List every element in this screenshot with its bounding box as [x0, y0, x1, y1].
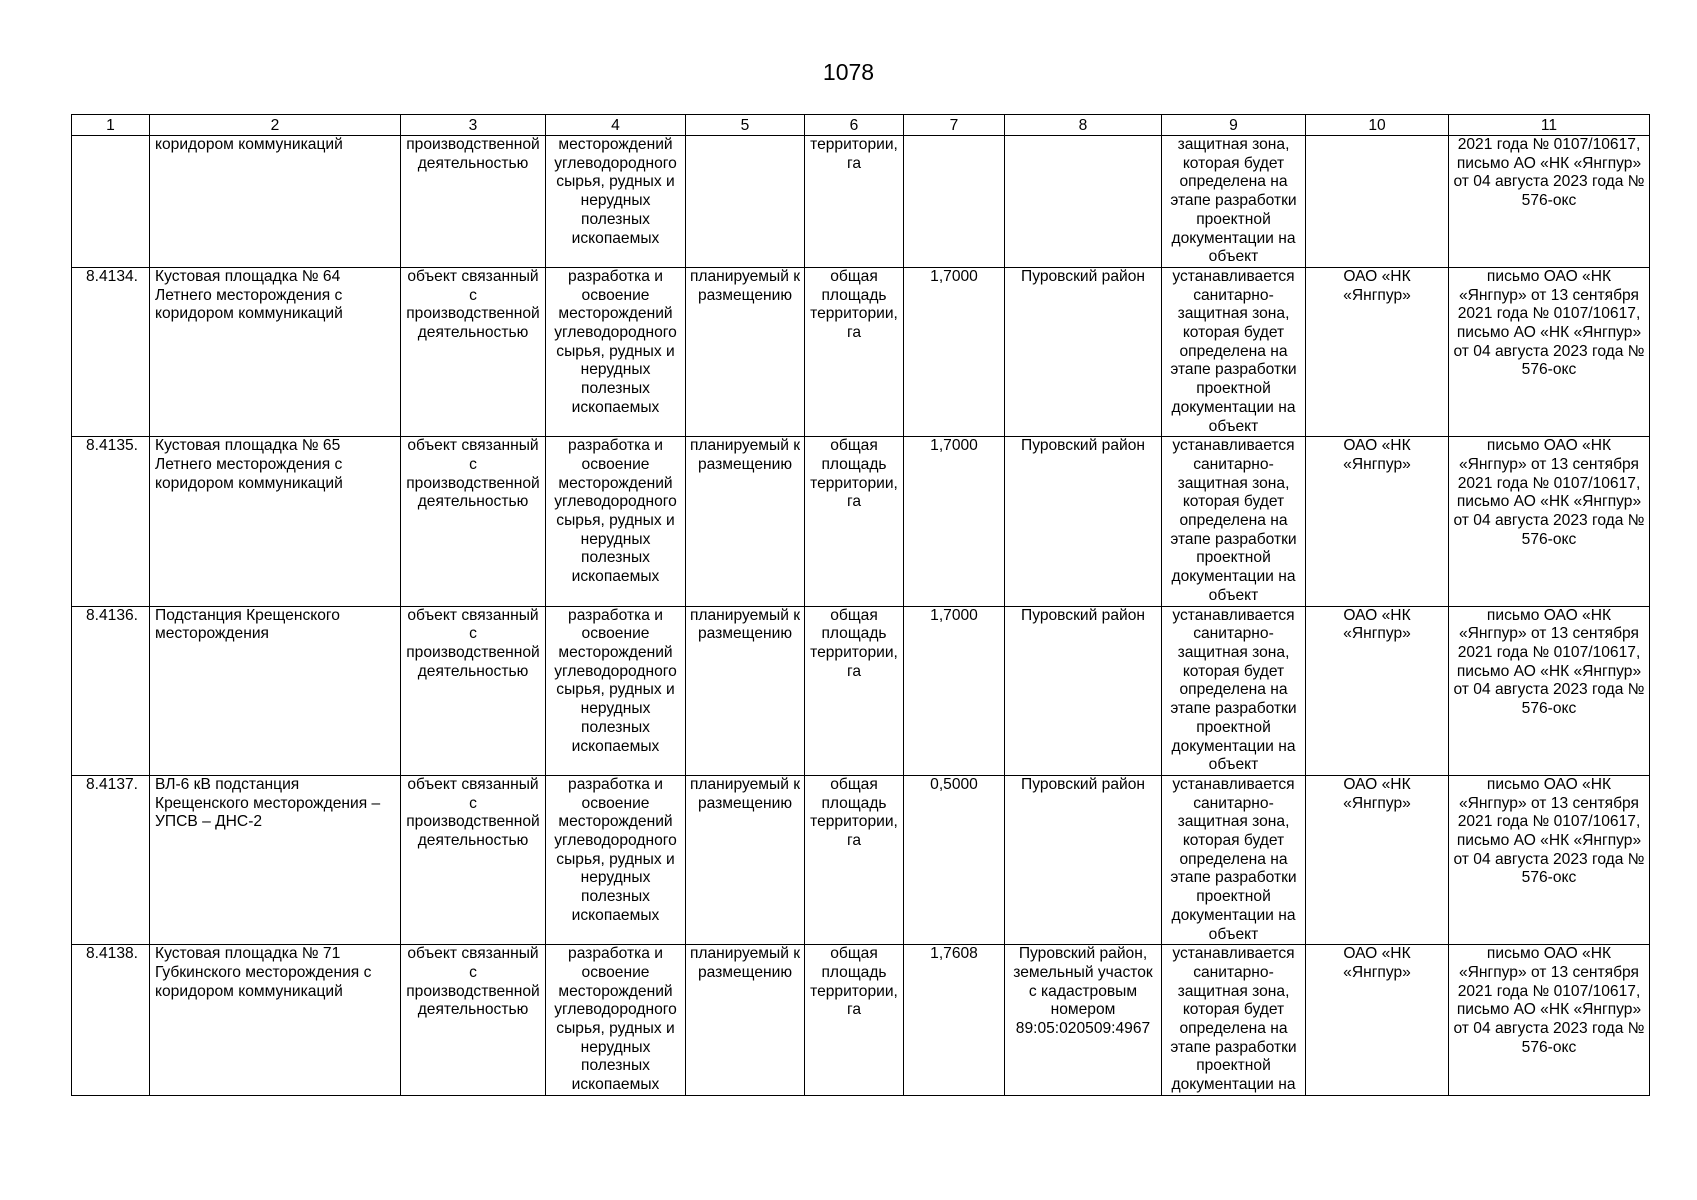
column-header: 2	[150, 115, 401, 136]
table-row	[72, 437, 1650, 606]
owner-cell: ОАО «НК «Янгпур»	[1306, 775, 1449, 944]
zone-cell: устанавливается санитарно-защитная зона, которая будет определена на этапе разработки проектной документации на	[1162, 945, 1306, 1096]
owner-cell: ОАО «НК «Янгпур»	[1306, 267, 1449, 436]
column-header: 9	[1162, 115, 1306, 136]
object-name-cell: Подстанция Крещенского месторождения	[150, 606, 401, 775]
object-name-cell: Кустовая площадка № 71 Губкинского месторождения с коридором коммуникаций	[150, 945, 401, 1096]
location-cell: Пуровский район	[1005, 267, 1162, 436]
location-cell: Пуровский район	[1005, 606, 1162, 775]
table-row	[72, 606, 1650, 775]
object-name-cell: коридором коммуникаций	[150, 136, 401, 268]
object-type-cell: объект связанный с производственной деятельностью	[401, 606, 546, 775]
row-number-cell: 8.4134.	[72, 267, 150, 436]
owner-cell: ОАО «НК «Янгпур»	[1306, 606, 1449, 775]
location-cell	[1005, 136, 1162, 268]
column-header: 10	[1306, 115, 1449, 136]
column-header: 4	[546, 115, 686, 136]
purpose-cell: разработка и освоение месторождений углеводородного сырья, рудных и нерудных полезных ископаемых	[546, 775, 686, 944]
purpose-cell: разработка и освоение месторождений углеводородного сырья, рудных и нерудных полезных ископаемых	[546, 606, 686, 775]
area-value-cell: 1,7608	[904, 945, 1005, 1096]
column-header: 6	[805, 115, 904, 136]
purpose-cell: разработка и освоение месторождений углеводородного сырья, рудных и нерудных полезных ископаемых	[546, 267, 686, 436]
source-cell: письмо ОАО «НК «Янгпур» от 13 сентября 2021 года № 0107/10617, письмо АО «НК «Янгпур» от 04 августа 2023 года № 576-окс	[1449, 267, 1650, 436]
zone-cell: защитная зона, которая будет определена на этапе разработки проектной документации на объект	[1162, 136, 1306, 268]
area-value-cell: 1,7000	[904, 606, 1005, 775]
characteristic-cell: общая площадь территории, га	[805, 437, 904, 606]
column-header: 1	[72, 115, 150, 136]
status-cell: планируемый к размещению	[686, 437, 805, 606]
zone-cell: устанавливается санитарно-защитная зона, которая будет определена на этапе разработки проектной документации на объект	[1162, 606, 1306, 775]
header-row	[72, 115, 1650, 136]
status-cell: планируемый к размещению	[686, 606, 805, 775]
column-header: 11	[1449, 115, 1650, 136]
source-cell: письмо ОАО «НК «Янгпур» от 13 сентября 2021 года № 0107/10617, письмо АО «НК «Янгпур» от 04 августа 2023 года № 576-окс	[1449, 437, 1650, 606]
row-number-cell: 8.4138.	[72, 945, 150, 1096]
row-number-cell: 8.4136.	[72, 606, 150, 775]
owner-cell: ОАО «НК «Янгпур»	[1306, 437, 1449, 606]
object-type-cell: производственной деятельностью	[401, 136, 546, 268]
object-name-cell: Кустовая площадка № 65 Летнего месторождения с коридором коммуникаций	[150, 437, 401, 606]
area-value-cell: 1,7000	[904, 267, 1005, 436]
area-value-cell	[904, 136, 1005, 268]
characteristic-cell: общая площадь территории, га	[805, 945, 904, 1096]
status-cell: планируемый к размещению	[686, 945, 805, 1096]
object-name-cell: Кустовая площадка № 64 Летнего месторождения с коридором коммуникаций	[150, 267, 401, 436]
characteristic-cell: общая площадь территории, га	[805, 606, 904, 775]
zone-cell: устанавливается санитарно-защитная зона, которая будет определена на этапе разработки проектной документации на объект	[1162, 775, 1306, 944]
column-header: 8	[1005, 115, 1162, 136]
status-cell	[686, 136, 805, 268]
table-row	[72, 945, 1650, 1096]
area-value-cell: 0,5000	[904, 775, 1005, 944]
table-row	[72, 267, 1650, 436]
row-number-cell	[72, 136, 150, 268]
row-number-cell: 8.4137.	[72, 775, 150, 944]
zone-cell: устанавливается санитарно-защитная зона, которая будет определена на этапе разработки проектной документации на объект	[1162, 267, 1306, 436]
purpose-cell: разработка и освоение месторождений углеводородного сырья, рудных и нерудных полезных ископаемых	[546, 945, 686, 1096]
objects-table	[71, 114, 1650, 1096]
owner-cell	[1306, 136, 1449, 268]
column-header: 3	[401, 115, 546, 136]
page-number: 1078	[822, 59, 875, 85]
source-cell: 2021 года № 0107/10617, письмо АО «НК «Янгпур» от 04 августа 2023 года № 576-окс	[1449, 136, 1650, 268]
owner-cell: ОАО «НК «Янгпур»	[1306, 945, 1449, 1096]
source-cell: письмо ОАО «НК «Янгпур» от 13 сентября 2021 года № 0107/10617, письмо АО «НК «Янгпур» от 04 августа 2023 года № 576-окс	[1449, 945, 1650, 1096]
table-row	[72, 136, 1650, 268]
characteristic-cell: общая площадь территории, га	[805, 267, 904, 436]
purpose-cell: разработка и освоение месторождений углеводородного сырья, рудных и нерудных полезных ископаемых	[546, 437, 686, 606]
characteristic-cell: территории, га	[805, 136, 904, 268]
location-cell: Пуровский район	[1005, 775, 1162, 944]
row-number-cell: 8.4135.	[72, 437, 150, 606]
column-header: 5	[686, 115, 805, 136]
characteristic-cell: общая площадь территории, га	[805, 775, 904, 944]
purpose-cell: месторождений углеводородного сырья, рудных и нерудных полезных ископаемых	[546, 136, 686, 268]
zone-cell: устанавливается санитарно-защитная зона, которая будет определена на этапе разработки проектной документации на объект	[1162, 437, 1306, 606]
column-header: 7	[904, 115, 1005, 136]
object-type-cell: объект связанный с производственной деятельностью	[401, 437, 546, 606]
object-type-cell: объект связанный с производственной деятельностью	[401, 267, 546, 436]
location-cell: Пуровский район, земельный участок с кадастровым номером 89:05:020509:4967	[1005, 945, 1162, 1096]
status-cell: планируемый к размещению	[686, 267, 805, 436]
table-row	[72, 775, 1650, 944]
status-cell: планируемый к размещению	[686, 775, 805, 944]
location-cell: Пуровский район	[1005, 437, 1162, 606]
source-cell: письмо ОАО «НК «Янгпур» от 13 сентября 2021 года № 0107/10617, письмо АО «НК «Янгпур» от 04 августа 2023 года № 576-окс	[1449, 775, 1650, 944]
object-type-cell: объект связанный с производственной деятельностью	[401, 945, 546, 1096]
object-type-cell: объект связанный с производственной деятельностью	[401, 775, 546, 944]
object-name-cell: ВЛ-6 кВ подстанция Крещенского месторождения – УПСВ – ДНС-2	[150, 775, 401, 944]
area-value-cell: 1,7000	[904, 437, 1005, 606]
source-cell: письмо ОАО «НК «Янгпур» от 13 сентября 2021 года № 0107/10617, письмо АО «НК «Янгпур» от 04 августа 2023 года № 576-окс	[1449, 606, 1650, 775]
